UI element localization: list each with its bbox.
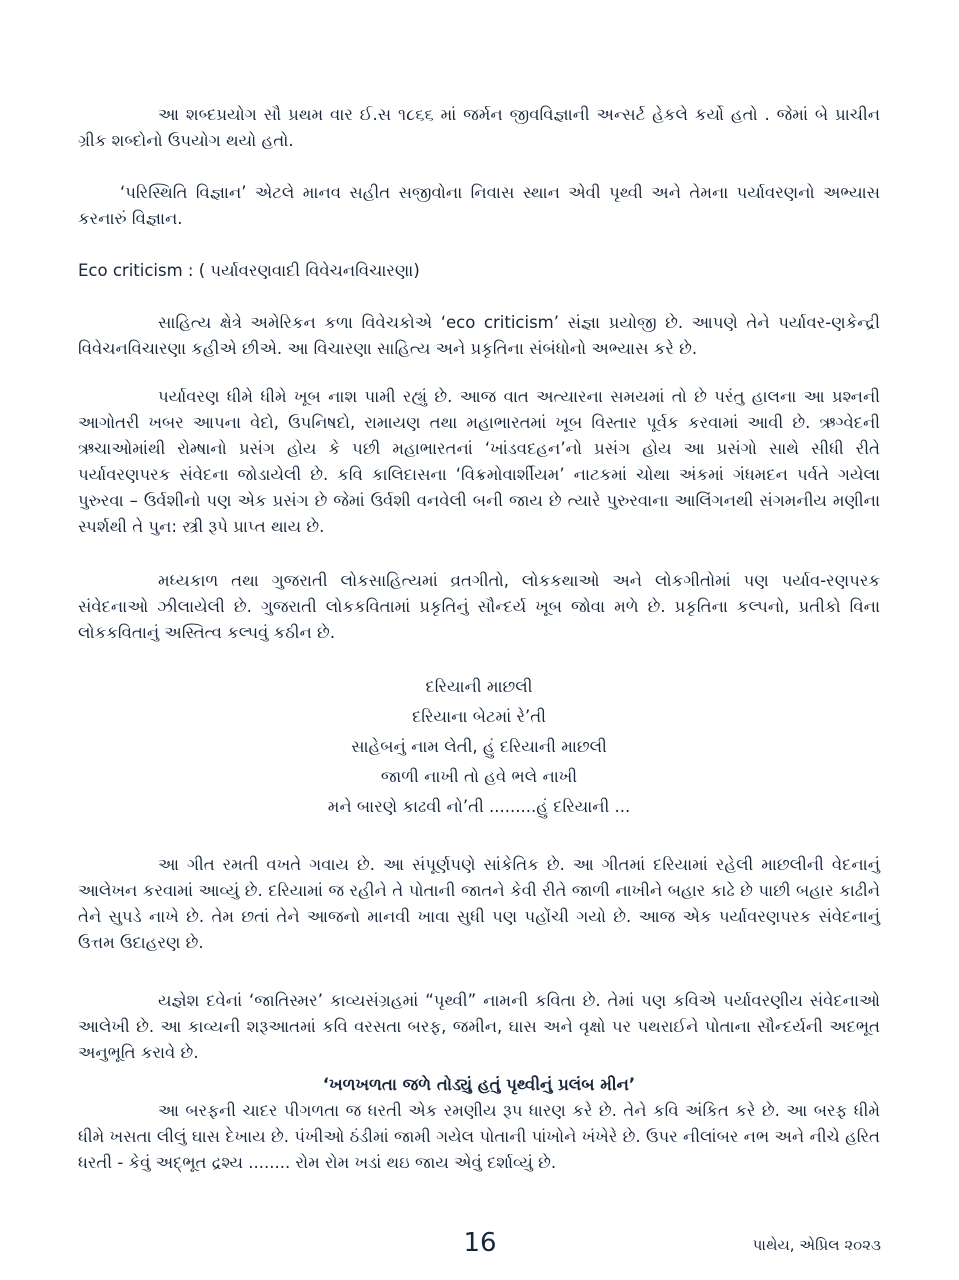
section-heading: [78, 258, 880, 284]
poem-line: સાહેબનું નામ લેતી, હું દરિયાની માછલી: [351, 737, 607, 756]
paragraph-5-text: મધ્યકાળ તથા ગુજરાતી લોકસાહિત્યમાં વ્રતગીતો, લોકકથાઓ અને લોકગીતોમાં પણ પર્યાવ-રણપરક સંવેદનાઓ ઝીલાયેલી છે. ગુજરાતી લોકકવિતામાં પ્રકૃતિનું સૌન્દર્ય ખૂબ જોવા મળે છે. પ્રકૃતિના કલ્પનો, પ્રતીકો વિના લોકકવિતાનું અસ્તિત્વ કલ્પવું કઠીન છે.: [78, 571, 880, 642]
paragraph-4: [78, 384, 880, 540]
paragraph-2-text: ‘પરિસ્થિતિ વિજ્ઞાન’ એટલે માનવ સહીત સજીવોના નિવાસ સ્થાન એવી પૃથ્વી અને તેમના પર્યાવરણનો અભ્યાસ કરનારું વિજ્ઞાન.: [78, 183, 880, 228]
paragraph-8-text: આ બરફની ચાદર પીગળતા જ ધરતી એક રમણીય રૂપ ધારણ કરે છે. તેને કવિ અંકિત કરે છે. આ બરફ ધીમે ધીમે ખસતા લીલું ઘાસ દેખાય છે. પંખીઓ ઠંડીમાં જામી ગયેલ પોતાની પાંખોને ખંખેરે છે. ઉપર નીલાંબર નભ અને નીચે હરિત ધરતી - કેવું અદ્ભૂત દ્રશ્ય ........ રોમ રોમ ખડાં થઇ જાય એવું દર્શાવ્યું છે.: [78, 1101, 880, 1172]
magazine-footer: પાથેય, એપ્રિલ ૨૦૨૩: [752, 1236, 881, 1254]
folk-poem: [78, 672, 880, 822]
paragraph-8: [78, 1098, 880, 1176]
paragraph-4-text: પર્યાવરણ ધીમે ધીમે ખૂબ નાશ પામી રહ્યું છે. આજ વાત અત્યારના સમયમાં તો છે પરંતુ હાલના આ પ્રશ્નની આગોતરી ખબર આપના વેદો, ઉપનિષદો, રામાયણ તથા મહાભારતમાં ખૂબ વિસ્તાર પૂર્વક કરવામાં આવી છે. ઋગ્વેદની ઋચાઓમાંથી રોમ્ષાનો પ્રસંગ હોય કે પછી મહાભારતનાં ‘ખાંડવદહન’નો પ્રસંગ હોય આ પ્રસંગો સાથે સીધી રીતે પર્યાવરણપરક સંવેદના જોડાયેલી છે. કવિ કાલિદાસના ‘વિક્રમોવાર્શીયમ’ નાટકમાં ચોથા અંકમાં ગંધમદન પર્વતે ગયેલા પુરુરવા – ઉર્વશીનો પણ એક પ્રસંગ છે જેમાં ઉર્વશી વનવેલી બની જાય છે ત્યારે પુરુરવાના આલિંગનથી સંગમનીય મણીના સ્પર્શથી તે પુન: સ્ત્રી રૂપે પ્રાપ્ત થાય છે.: [78, 387, 880, 536]
paragraph-6: [78, 852, 880, 956]
paragraph-1: [78, 102, 880, 154]
poem-line: દરિયાની માછલી: [425, 677, 533, 696]
paragraph-5: [78, 568, 880, 646]
paragraph-2: [78, 180, 880, 232]
poem-line: દરિયાના બેટમાં રે’તી: [412, 707, 546, 726]
page-number: 16: [463, 1228, 497, 1258]
paragraph-1-text: આ શબ્દપ્રયોગ સૌ પ્રથમ વાર ઈ.સ ૧૮૬૬ માં જર્મન જીવવિજ્ઞાની અન્સર્ટ હેકલે કર્યો હતો . જેમાં બે પ્રાચીન ગ્રીક શબ્દોનો ઉપયોગ થયો હતો.: [78, 105, 880, 150]
poem-quote: ‘ખળખળતા જળે તોડ્યું હતું પૃથ્વીનું પ્રલંબ મીન’: [322, 1075, 636, 1094]
paragraph-3-text: સાહિત્ય ક્ષેત્રે અમેરિકન કળા વિવેચકોએ ‘eco criticism’ સંજ્ઞા પ્રયોજી છે. આપણે તેને પર્યાવર-ણકેન્દ્રી વિવેચનવિચારણા કહીએ છીએ. આ વિચારણા સાહિત્ય અને પ્રકૃતિના સંબંધોનો અભ્યાસ કરે છે.: [78, 313, 880, 358]
paragraph-3: [78, 310, 880, 362]
paragraph-7-text: યજ્ઞેશ દવેનાં ‘જાતિસ્મર’ કાવ્યસંગ્રહમાં “પૃથ્વી” નામની કવિતા છે. તેમાં પણ કવિએ પર્યાવરણીય સંવેદનાઓ આલેખી છે. આ કાવ્યની શરૂઆતમાં કવિ વરસતા બરફ, જમીન, ઘાસ અને વૃક્ષો પર પથરાઈને પોતાના સૌન્દર્યની અદભૂત અનુભૂતિ કરાવે છે.: [78, 991, 880, 1062]
section-heading-text: Eco criticism : ( પર્યાવરણવાદી વિવેચનવિચારણા): [78, 261, 420, 280]
poem-line: મને બારણે કાઢવી નો’તી .........હું દરિયાની ...: [327, 797, 631, 816]
poem-line: જાળી નાખી તો હવે ભલે નાખી: [380, 767, 578, 786]
paragraph-6-text: આ ગીત રમતી વખતે ગવાય છે. આ સંપૂર્ણપણે સાંકેતિક છે. આ ગીતમાં દરિયામાં રહેલી માછલીની વેદનાનું આલેખન કરવામાં આવ્યું છે. દરિયામાં જ રહીને તે પોતાની જાતને કેવી રીતે જાળી નાખીને બહાર કાઢે છે પાછી બહાર કાઢીને તેને સુપડે નાખે છે. તેમ છતાં તેને આજનો માનવી ખાવા સુધી પણ પહોંચી ગયો છે. આજ એક પર્યાવરણપરક સંવેદનાનું ઉત્તમ ઉદાહરણ છે.: [78, 855, 880, 952]
paragraph-7: [78, 988, 880, 1066]
